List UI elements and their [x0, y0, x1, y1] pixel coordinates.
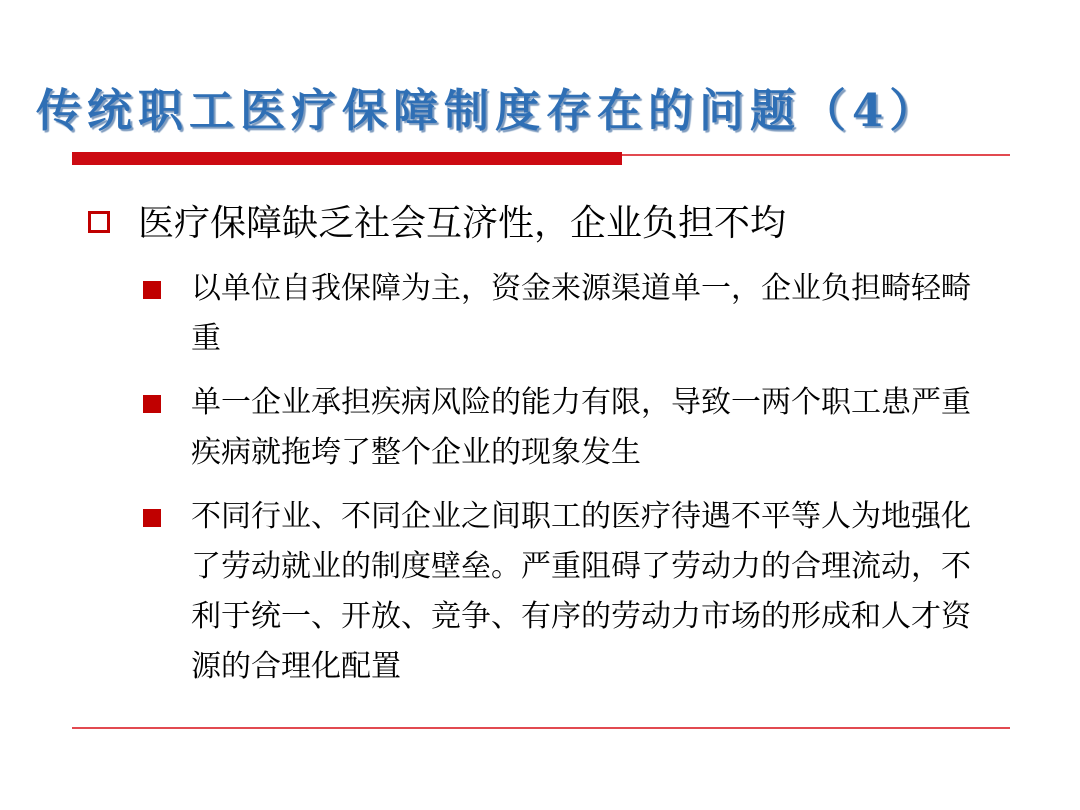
- sub-bullet-text: 不同行业、不同企业之间职工的医疗待遇不平等人为地强化了劳动就业的制度壁垒。严重阻碍了劳动力的合理流动，不利于统一、开放、竞争、有序的劳动力市场的形成和人才资源的合理化配置: [191, 499, 971, 684]
- sub-bullet-item: [143, 264, 1003, 364]
- filled-square-bullet-icon: [143, 509, 161, 527]
- sub-bullet-item: [143, 378, 1003, 478]
- filled-square-bullet-icon: [143, 281, 161, 299]
- main-bullet-text: 医疗保障缺乏社会互济性，企业负担不均: [138, 203, 787, 244]
- main-bullet-item: [88, 198, 1008, 250]
- sub-bullet-list: [143, 264, 1003, 706]
- slide-title: 传统职工医疗保障制度存在的问题（4）: [36, 84, 941, 137]
- sub-bullet-text: 单一企业承担疾病风险的能力有限，导致一两个职工患严重疾病就拖垮了整个企业的现象发生: [191, 385, 971, 470]
- hollow-square-bullet-icon: [88, 211, 110, 233]
- sub-bullet-item: [143, 492, 1003, 692]
- filled-square-bullet-icon: [143, 395, 161, 413]
- title-divider-thick: [72, 152, 622, 165]
- sub-bullet-text: 以单位自我保障为主，资金来源渠道单一，企业负担畸轻畸重: [191, 271, 971, 356]
- footer-divider: [72, 727, 1010, 729]
